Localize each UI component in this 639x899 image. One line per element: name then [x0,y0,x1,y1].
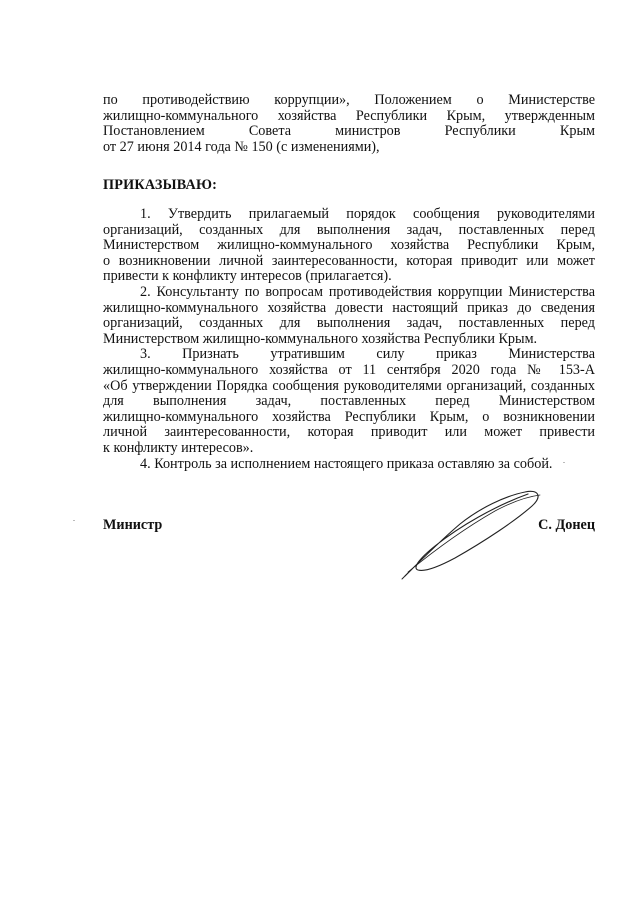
preamble-line: от 27 июня 2014 года № 150 (с изменениями), [103,138,380,155]
item-3-line: к конфликту интересов». [103,439,254,456]
preamble-line: жилищно-коммунального хозяйства Республики Крым, утвержденным [103,107,595,124]
item-3-line: личной заинтересованности, которая приводит или может привести [103,424,595,441]
item-2-line: жилищно-коммунального хозяйства довести настоящий приказ до сведения [103,299,595,316]
preamble-paragraph [103,93,595,155]
item-3-line: «Об утверждении Порядка сообщения руководителями организаций, созданных [103,377,595,394]
item-1-line: организаций, созданных для выполнения задач, поставленных перед [103,221,595,238]
item-3-line: жилищно-коммунального хозяйства Республики Крым, о возникновении [103,408,595,425]
scan-speck [563,462,565,463]
item-4-line: 4. Контроль за исполнением настоящего приказа оставляю за собой. [140,455,553,472]
preamble-line: по противодействию коррупции», Положением о Министерстве [103,92,595,108]
scan-speck [73,520,75,521]
signatory-title: Министр [103,517,163,533]
handwritten-signature [400,486,550,581]
item-3-line: 3. Признать утратившим силу приказ Министерства [140,346,595,363]
item-1-line: привести к конфликту интересов (прилагается). [103,268,392,285]
order-items [103,207,595,472]
item-3-line: жилищно-коммунального хозяйства от 11 сентября 2020 года № 153-А [103,361,595,378]
item-1-line: 1. Утвердить прилагаемый порядок сообщения руководителями [140,206,595,222]
item-2-line: 2. Консультанту по вопросам противодействия коррупции Министерства [140,283,595,300]
item-1-line: Министерством жилищно-коммунального хозяйства Республики Крым, [103,237,595,254]
item-2-line: Министерством жилищно-коммунального хозяйства Республики Крым. [103,330,538,347]
order-heading: ПРИКАЗЫВАЮ: [103,177,218,193]
item-1-line: о возникновении личной заинтересованности, которая приводит или может [103,252,595,269]
signatory-name: С. Донец [538,517,595,533]
preamble-line: Постановлением Совета министров Республики Крым [103,123,595,140]
item-3-line: для выполнения задач, поставленных перед Министерством [103,393,595,410]
item-2-line: организаций, созданных для выполнения задач, поставленных перед [103,315,595,332]
